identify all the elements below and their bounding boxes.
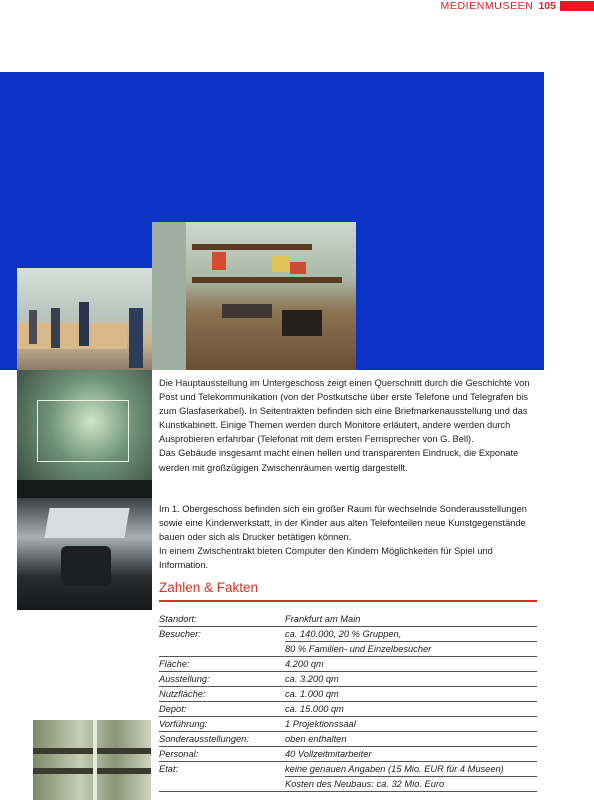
photo-cables	[33, 720, 151, 800]
fact-row	[159, 612, 537, 627]
fact-label: Personal:	[159, 749, 199, 759]
fact-label: Ausstellung:	[159, 674, 210, 684]
fact-label: Besucher:	[159, 629, 201, 639]
fact-row	[159, 627, 537, 657]
fact-value: 4.200 qm	[285, 659, 324, 669]
fact-value: oben enthalten	[285, 734, 347, 744]
photo-interactive-table	[17, 498, 152, 610]
intro-text	[159, 376, 539, 475]
fact-row	[159, 762, 537, 792]
second-paragraph: In einem Zwischentrakt bieten Computer den Kindern Möglichkeiten für Spiel und Information.	[159, 546, 493, 571]
fact-row	[159, 747, 537, 762]
intro-paragraph: Die Hauptausstellung im Untergeschoss zeigt einen Querschnitt durch die Geschichte von Post und Telekommunikation (von der Postkutsche über erste Telefone und Telegrafen bis zum Glasfaserkabel). In Seitentrakten befinden sich eine Briefmarkenausstellung und das Kunstkabinett. Einige Themen werden durch Monitore erläutert, andere werden durch Ausprobieren erfahrbar (Telefonat mit dem ersten Fernsprecher von G. Bell).	[159, 378, 530, 445]
page-header	[441, 0, 594, 12]
fact-label: Fläche:	[159, 659, 190, 669]
fact-row	[159, 672, 537, 687]
fact-value: 40 Vollzeitmitarbeiter	[285, 749, 372, 759]
fact-row	[159, 732, 537, 747]
fact-label: Standort:	[159, 614, 197, 624]
fact-value: 1 Projektionssaal	[285, 719, 356, 729]
fact-value: 80 % Familien- und Einzelbesucher	[285, 641, 537, 656]
fact-label: Nutzfläche:	[159, 689, 206, 699]
facts-heading: Zahlen & Fakten	[159, 580, 259, 595]
facts-table	[159, 612, 537, 792]
fact-value: ca. 140.000, 20 % Gruppen,	[285, 629, 402, 639]
facts-heading-rule	[159, 600, 537, 602]
photo-light-installation	[17, 370, 152, 498]
photo-visitors-counter	[17, 268, 152, 370]
fact-label: Sonderausstellungen:	[159, 734, 249, 744]
page-number: 105	[538, 0, 556, 12]
fact-row	[159, 702, 537, 717]
fact-label: Vorführung:	[159, 719, 208, 729]
fact-value: Kosten des Neubaus: ca. 32 Mio. Euro	[285, 776, 537, 791]
fact-row	[159, 657, 537, 672]
fact-row	[159, 717, 537, 732]
second-text	[159, 502, 539, 572]
fact-value: Frankfurt am Main	[285, 614, 361, 624]
fact-value: ca. 15.000 qm	[285, 704, 344, 714]
fact-row	[159, 687, 537, 702]
section-title: MEDIENMUSEEN	[440, 0, 534, 12]
fact-value: ca. 3.200 qm	[285, 674, 339, 684]
photo-exhibit-display	[152, 222, 356, 370]
second-paragraph: Im 1. Obergeschoss befinden sich ein großer Raum für wechselnde Sonderausstellungen sowie eine Kinderwerkstatt, in der Kinder aus alten Telefonteilen neue Kunstgegenstände bauen oder sich als Drucker betätigen können.	[159, 504, 527, 543]
header-accent-bar	[560, 1, 594, 11]
fact-label: Depot:	[159, 704, 187, 714]
fact-label: Etat:	[159, 764, 179, 774]
fact-value: keine genauen Angaben (15 Mio. EUR für 4 Museen)	[285, 764, 504, 774]
intro-paragraph: Das Gebäude insgesamt macht einen hellen und transparenten Eindruck, die Exponate werden mit großzügigen Zwischenräumen wertig dargestellt.	[159, 448, 519, 473]
fact-value: ca. 1.000 qm	[285, 689, 339, 699]
